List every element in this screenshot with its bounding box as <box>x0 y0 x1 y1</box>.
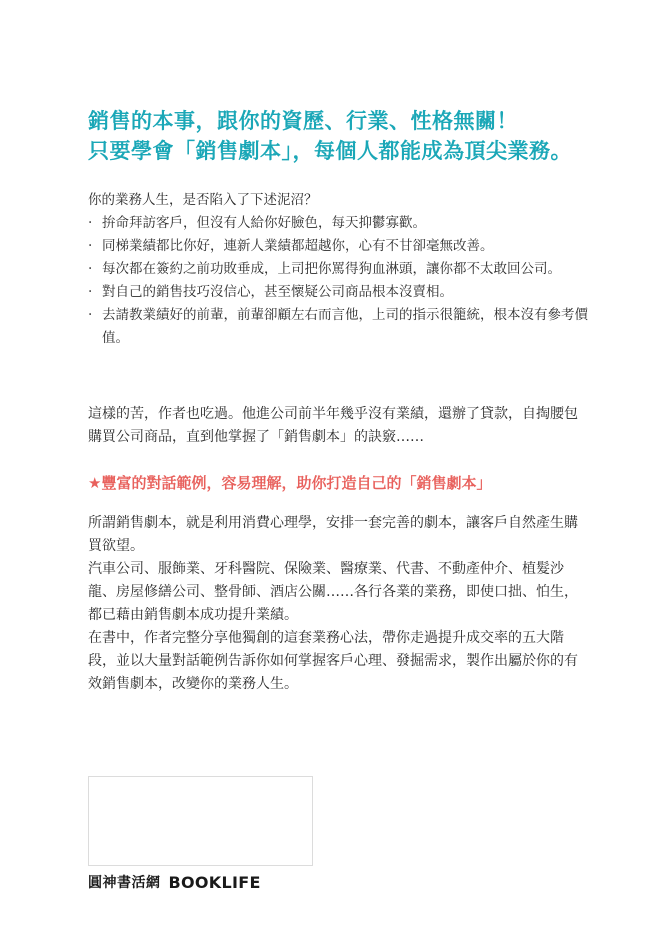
list-item <box>88 212 588 235</box>
bullet-dot: ‧ <box>88 261 93 277</box>
body-section <box>88 512 588 696</box>
bullet-dot: ‧ <box>88 215 93 231</box>
headline-line-1: 銷售的本事，跟你的資歷、行業、性格無關！ <box>88 109 518 133</box>
headline <box>88 106 648 166</box>
section-subheading: ★豐富的對話範例，容易理解，助你打造自己的「銷售劇本」 <box>88 474 492 492</box>
publisher-name-cn: 圓神書活網 <box>88 875 161 891</box>
story-paragraph: 這樣的苦，作者也吃過。他進公司前半年幾乎沒有業績，還辦了貸款，自掏腰包購買公司商品，直到他掌握了「銷售劇本」的訣竅…… <box>88 406 578 445</box>
intro-question: 你的業務人生，是否陷入了下述泥沼？ <box>88 192 318 208</box>
bullet-dot: ‧ <box>88 307 93 323</box>
bullet-dot: ‧ <box>88 284 93 300</box>
intro-section <box>88 189 588 350</box>
list-item <box>88 281 588 304</box>
body-paragraph-3: 在書中，作者完整分享他獨創的這套業務心法，帶你走過提升成交率的五大階段，並以大量對話範例告訴你如何掌握客戶心理、發掘需求，製作出屬於你的有效銷售劇本，改變你的業務人生。 <box>88 630 578 692</box>
headline-line-2: 只要學會「銷售劇本」，每個人都能成為頂尖業務。 <box>88 139 572 163</box>
pain-points-list <box>88 212 588 350</box>
bullet-dot: ‧ <box>88 238 93 254</box>
list-item <box>88 235 588 258</box>
bullet-text: 同梯業績都比你好，連新人業績都超越你，心有不甘卻毫無改善。 <box>102 238 494 254</box>
body-paragraph-2: 汽車公司、服飾業、牙科醫院、保險業、醫療業、代書、不動產仲介、植髮沙龍、房屋修繕公司、整骨師、酒店公關……各行各業的業務，即使口拙、怕生，都已藉由銷售劇本成功提升業績。 <box>88 561 578 623</box>
publisher-logo <box>88 872 261 892</box>
list-item <box>88 304 588 350</box>
bullet-text: 拚命拜訪客戶，但沒有人給你好臉色，每天抑鬱寡歡。 <box>102 215 426 231</box>
publisher-name-en: BOOKLIFE <box>168 872 261 892</box>
bullet-text: 去請教業績好的前輩，前輩卻顧左右而言他，上司的指示很籠統，根本沒有參考價值。 <box>102 307 588 346</box>
story-section <box>88 403 588 449</box>
list-item <box>88 258 588 281</box>
body-paragraph-1: 所謂銷售劇本，就是利用消費心理學，安排一套完善的劇本，讓客戶自然產生購買欲望。 <box>88 515 578 554</box>
bullet-text: 對自己的銷售技巧沒信心，甚至懷疑公司商品根本沒賣相。 <box>102 284 453 300</box>
barcode-placeholder <box>88 776 313 866</box>
bullet-text: 每次都在簽約之前功敗垂成，上司把你罵得狗血淋頭，讓你都不太敢回公司。 <box>102 261 561 277</box>
